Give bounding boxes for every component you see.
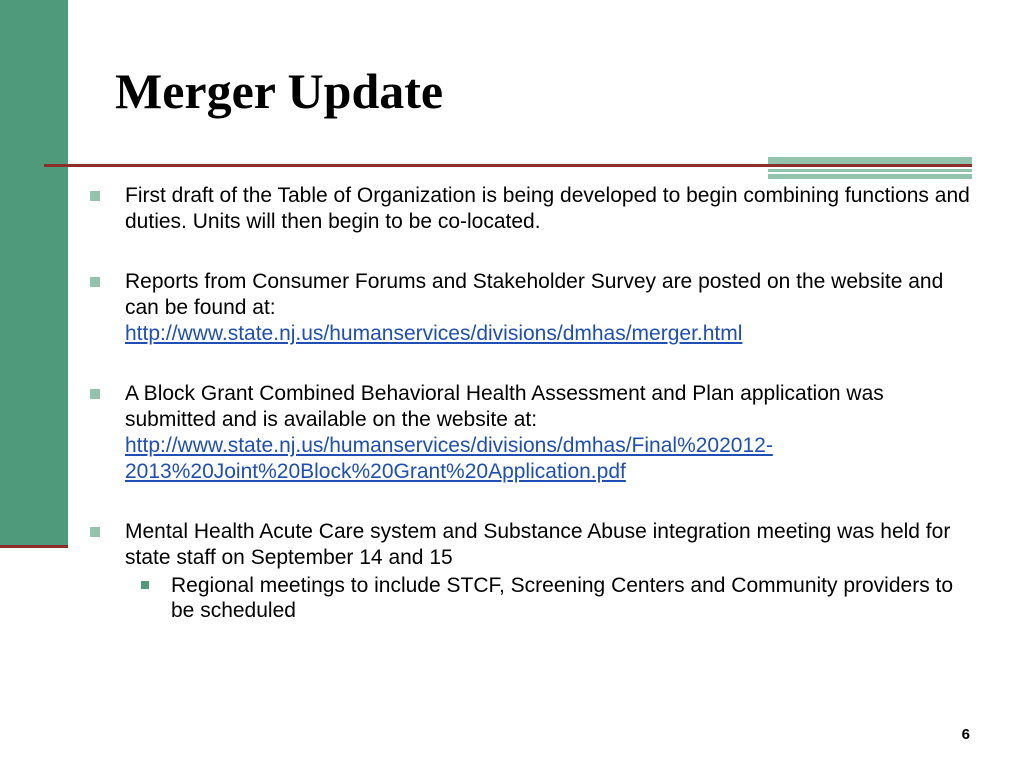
accent-bar-top — [768, 157, 972, 164]
page-number: 6 — [961, 726, 970, 743]
bullet-item-consumer-forums — [90, 269, 970, 347]
bullet-item-integration-meeting — [90, 519, 970, 623]
bullet-item-org-table — [90, 183, 970, 235]
block-grant-pdf-link[interactable]: http://www.state.nj.us/humanservices/divisions/dmhas/Final%202012-2013%20Joint%20Block%20Grant%20Application.pdf — [125, 434, 773, 483]
bullet-text: Mental Health Acute Care system and Substance Abuse integration meeting was held for state staff on September 14 and 15 — [125, 520, 951, 569]
sub-bullet-text: Regional meetings to include STCF, Screening Centers and Community providers to be scheduled — [171, 574, 954, 622]
bullet-text: First draft of the Table of Organization is being developed to begin combining functions and duties. Units will then begin to be co-located. — [125, 184, 970, 233]
bullet-text: A Block Grant Combined Behavioral Health Assessment and Plan application was submitted and is available on the website at: — [125, 382, 884, 431]
sub-bullet-item-regional-meetings — [125, 573, 970, 623]
square-bullet-icon — [90, 527, 100, 537]
square-bullet-icon — [90, 191, 100, 201]
square-sub-bullet-icon — [141, 581, 149, 589]
bullet-list — [90, 183, 970, 623]
square-bullet-icon — [90, 277, 100, 287]
accent-bar-bottom — [768, 169, 972, 179]
sub-bullet-list — [125, 573, 970, 623]
accent-bar-gap — [768, 172, 972, 174]
left-decor-rule — [0, 545, 68, 548]
square-bullet-icon — [90, 389, 100, 399]
merger-page-link[interactable]: http://www.state.nj.us/humanservices/divisions/dmhas/merger.html — [125, 322, 743, 345]
left-decor-bar — [0, 0, 68, 545]
slide-title: Merger Update — [115, 63, 444, 119]
bullet-text: Reports from Consumer Forums and Stakeholder Survey are posted on the website and can be found at: — [125, 270, 944, 319]
bullet-item-block-grant — [90, 381, 970, 485]
title-underline-rule — [44, 164, 972, 167]
